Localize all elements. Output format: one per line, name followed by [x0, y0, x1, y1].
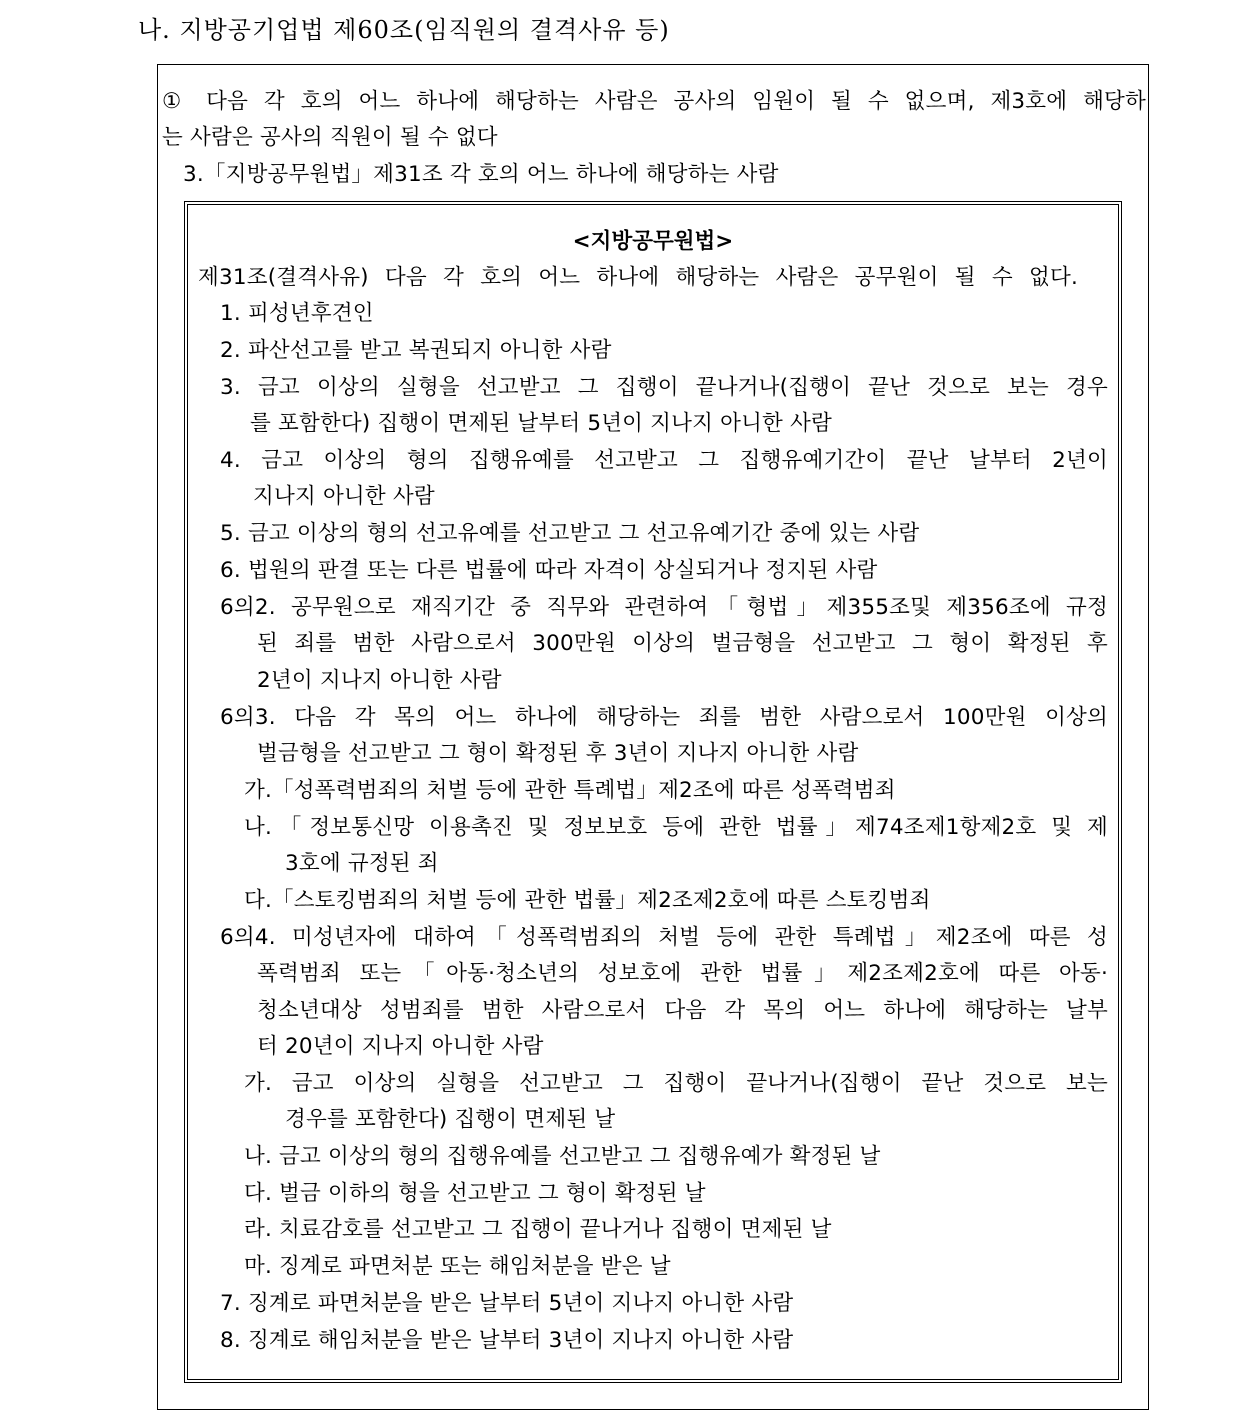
paragraph-1-line-1: ① 다음 각 호의 어느 하나에 해당하는 사람은 공사의 임원이 될 수 없으며, 제3호에 해당하 [162, 89, 1146, 114]
sub-item: 나.「정보통신망 이용촉진 및 정보보호 등에 관한 법률」제74조제1항제2호 및 제 [244, 815, 1108, 840]
inner-title: <지방공무원법> [572, 229, 734, 254]
list-item: 4. 금고 이상의 형의 집행유예를 선고받고 그 집행유예기간이 끝난 날부터 2년이 [220, 448, 1108, 473]
list-item-cont: 폭력범죄 또는「아동·청소년의 성보호에 관한 법률」제2조제2호에 따른 아동· [257, 961, 1108, 986]
sub-item: 나. 금고 이상의 형의 집행유예를 선고받고 그 집행유예가 확정된 날 [244, 1144, 881, 1169]
list-item-cont: 지나지 아니한 사람 [253, 484, 435, 509]
list-item-cont: 2년이 지나지 아니한 사람 [257, 668, 502, 693]
list-item-cont: 된 죄를 범한 사람으로서 300만원 이상의 벌금형을 선고받고 그 형이 확정된 후 [257, 631, 1108, 656]
sub-item: 다.「스토킹범죄의 처벌 등에 관한 법률」제2조제2호에 따른 스토킹범죄 [244, 888, 931, 913]
sub-item: 가. 금고 이상의 실형을 선고받고 그 집행이 끝나거나(집행이 끝난 것으로 보는 [244, 1071, 1108, 1096]
sub-item-cont: 3호에 규정된 죄 [285, 851, 439, 876]
list-item-cont: 벌금형을 선고받고 그 형이 확정된 후 3년이 지나지 아니한 사람 [257, 741, 859, 766]
list-item-cont: 터 20년이 지나지 아니한 사람 [257, 1034, 544, 1059]
section-heading: 나. 지방공기업법 제60조(임직원의 결격사유 등) [138, 16, 670, 44]
list-item: 7. 징계로 파면처분을 받은 날부터 5년이 지나지 아니한 사람 [220, 1291, 794, 1316]
list-item: 2. 파산선고를 받고 복권되지 아니한 사람 [220, 338, 612, 363]
list-item-cont: 를 포함한다) 집행이 면제된 날부터 5년이 지나지 아니한 사람 [250, 411, 832, 436]
list-item-cont: 청소년대상 성범죄를 범한 사람으로서 다음 각 목의 어느 하나에 해당하는 날부 [257, 998, 1108, 1023]
sub-item: 다. 벌금 이하의 형을 선고받고 그 형이 확정된 날 [244, 1181, 706, 1206]
sub-item-cont: 경우를 포함한다) 집행이 면제된 날 [285, 1107, 616, 1132]
item-3: 3.「지방공무원법」제31조 각 호의 어느 하나에 해당하는 사람 [183, 162, 779, 187]
list-item: 3. 금고 이상의 실형을 선고받고 그 집행이 끝나거나(집행이 끝난 것으로 보는 경우 [220, 375, 1108, 400]
list-item: 1. 피성년후견인 [220, 301, 374, 326]
sub-item: 가.「성폭력범죄의 처벌 등에 관한 특례법」제2조에 따른 성폭력범죄 [244, 778, 896, 803]
sub-item: 라. 치료감호를 선고받고 그 집행이 끝나거나 집행이 면제된 날 [244, 1217, 832, 1242]
list-item: 6의2. 공무원으로 재직기간 중 직무와 관련하여「형법」제355조및 제356조에 규정 [220, 595, 1108, 620]
sub-item: 마. 징계로 파면처분 또는 해임처분을 받은 날 [244, 1254, 671, 1279]
list-item: 8. 징계로 해임처분을 받은 날부터 3년이 지나지 아니한 사람 [220, 1328, 794, 1353]
list-item: 6. 법원의 판결 또는 다른 법률에 따라 자격이 상실되거나 정지된 사람 [220, 558, 878, 583]
list-item: 5. 금고 이상의 형의 선고유예를 선고받고 그 선고유예기간 중에 있는 사람 [220, 521, 920, 546]
list-item: 6의4. 미성년자에 대하여「성폭력범죄의 처벌 등에 관한 특례법」제2조에 따른 성 [220, 925, 1108, 950]
paragraph-1-line-2: 는 사람은 공사의 직원이 될 수 없다 [162, 125, 498, 150]
list-item: 6의3. 다음 각 목의 어느 하나에 해당하는 죄를 범한 사람으로서 100만원 이상의 [220, 705, 1108, 730]
article-31-line: 제31조(결격사유) 다음 각 호의 어느 하나에 해당하는 사람은 공무원이 될 수 없다. [198, 265, 1078, 290]
